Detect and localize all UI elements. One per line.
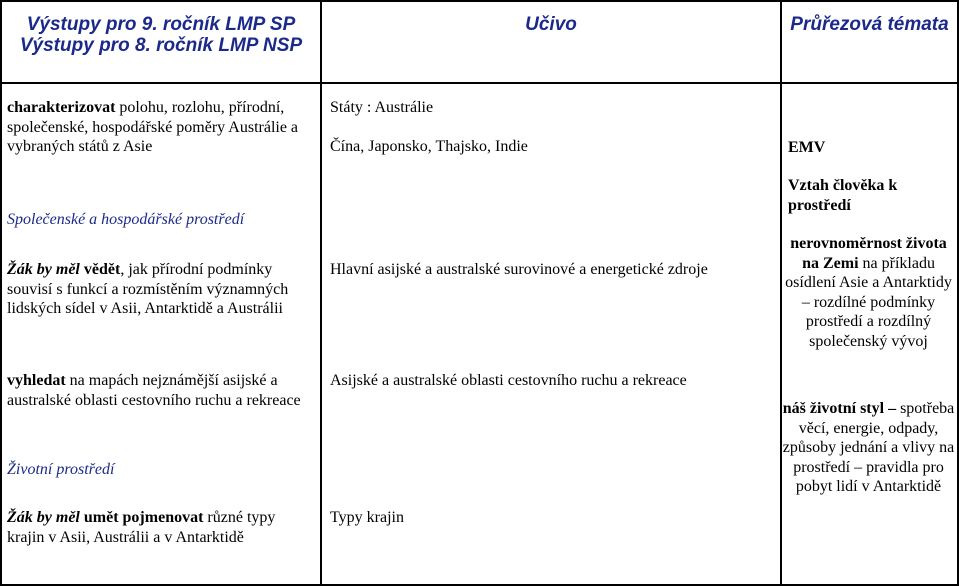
topic-emv: EMV bbox=[788, 139, 826, 156]
header-outcomes bbox=[2, 14, 320, 56]
outcome-text: různé typy krajin v Asii, Austrálii a v Antarktidě bbox=[7, 509, 276, 546]
section-heading-society: Společenské a hospodářské prostředí bbox=[7, 211, 245, 228]
header-bottom-border bbox=[0, 82, 959, 84]
header-curriculum: Učivo bbox=[525, 14, 577, 35]
header-outcomes-line1: Výstupy pro 9. ročník LMP SP bbox=[26, 14, 296, 35]
topic-lifestyle bbox=[781, 399, 956, 497]
topic-lifestyle-heading: náš životní styl – bbox=[782, 400, 897, 417]
topic-human-environment: Vztah člověka k prostředí bbox=[788, 177, 898, 214]
outcome-text: polohu, rozlohu, přírodní, společenské, hospodářské poměry Austrálie a vybraných států z Asie bbox=[7, 99, 299, 155]
outcome-verb: vědět bbox=[83, 261, 121, 278]
outcome-find bbox=[7, 371, 312, 410]
outcome-subject: Žák by měl bbox=[7, 509, 84, 526]
table-top-border bbox=[0, 0, 959, 2]
outcome-characterize bbox=[7, 98, 307, 157]
outcome-subject: Žák by měl bbox=[7, 261, 84, 278]
curriculum-tourism: Asijské a australské oblasti cestovního ruchu a rekreace bbox=[330, 372, 687, 389]
topic-inequality-heading: nerovnoměrnost života na Zemi bbox=[790, 235, 947, 272]
outcome-know bbox=[7, 260, 312, 319]
topic-inequality-text: na příkladu osídlení Asie a Antarktidy – rozdílné podmínky prostředí a rozdílný společenský vývoj bbox=[785, 254, 952, 350]
header-crosscutting-topics: Průřezová témata bbox=[790, 14, 949, 35]
curriculum-resources: Hlavní asijské a australské surovinové a energetické zdroje bbox=[330, 261, 708, 278]
outcome-verb: umět pojmenovat bbox=[83, 509, 204, 526]
curriculum-states: Státy : Austrálie bbox=[330, 99, 434, 116]
curriculum-countries: Čína, Japonsko, Thajsko, Indie bbox=[330, 138, 528, 155]
outcome-verb: charakterizovat bbox=[7, 99, 116, 116]
column-divider-1 bbox=[320, 0, 322, 586]
header-outcomes-line2: Výstupy pro 8. ročník LMP NSP bbox=[19, 35, 303, 56]
outcome-name bbox=[7, 508, 307, 547]
topic-lifestyle-text: spotřeba věcí, energie, odpady, způsoby jednání a vlivy na prostředí – pravidla pro pobyt lidí v Antarktidě bbox=[782, 400, 955, 495]
outcome-text: na mapách nejznámější asijské a australské oblasti cestovního ruchu a rekreace bbox=[7, 372, 301, 409]
topic-inequality bbox=[781, 234, 956, 351]
curriculum-landscapes: Typy krajin bbox=[330, 509, 404, 526]
section-heading-environment: Životní prostředí bbox=[7, 461, 115, 478]
table-left-border bbox=[0, 0, 2, 586]
outcome-verb: vyhledat bbox=[7, 372, 66, 389]
outcome-text: , jak přírodní podmínky souvisí s funkcí a rozmístěním významných lidských sídel v Asii, Antarktidě a Austrálii bbox=[7, 261, 289, 317]
